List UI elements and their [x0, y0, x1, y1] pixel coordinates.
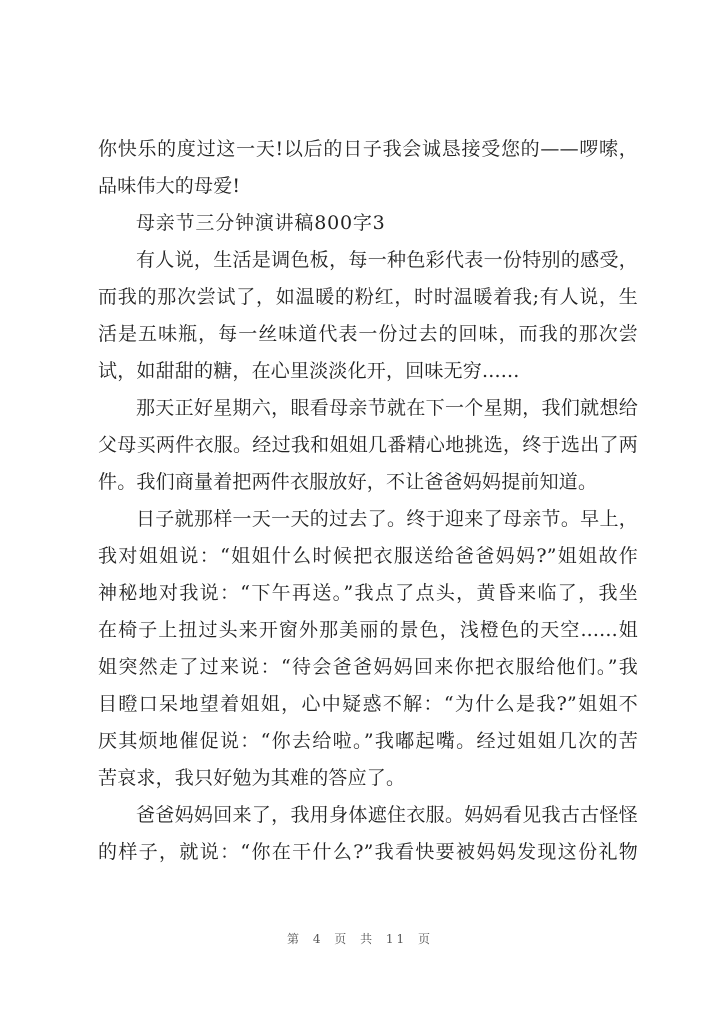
paragraph-first-line: 有人说，生活是调色板，每一种色彩代表一份特别的感受，	[136, 249, 638, 271]
text-line: 试，如甜甜的糖，在心里淡淡化开，回味无穷......	[98, 360, 520, 382]
section-heading: 母亲节三分钟演讲稿800字3	[136, 212, 386, 234]
text-line: 而我的那次尝试了，如温暖的粉红，时时温暖着我;有人说，生	[98, 286, 638, 308]
paragraph-first-line: 日子就那样一天一天的过去了。终于迎来了母亲节。早上，	[136, 508, 638, 530]
text-line: 件。我们商量着把两件衣服放好，不让爸爸妈妈提前知道。	[98, 471, 598, 493]
paragraph-first-line: 那天正好星期六，眼看母亲节就在下一个星期，我们就想给	[136, 397, 638, 419]
text-line: 你快乐的度过这一天!以后的日子我会诚恳接受您的——啰嗦，	[98, 138, 638, 160]
document-body	[98, 131, 638, 871]
text-line: 品味伟大的母爱!	[98, 175, 241, 197]
text-line: 我对姐姐说：“姐姐什么时候把衣服送给爸爸妈妈?”姐姐故作	[98, 545, 638, 567]
text-line: 在椅子上扭过头来开窗外那美丽的景色，浅橙色的天空......姐	[98, 619, 638, 641]
text-line: 活是五味瓶，每一丝味道代表一份过去的回味，而我的那次尝	[98, 323, 638, 345]
page-number-footer: 第 4 页 共 11 页	[287, 932, 433, 946]
text-line: 厌其烦地催促说：“你去给啦。”我嘟起嘴。经过姐姐几次的苦	[98, 730, 638, 752]
paragraph-first-line: 爸爸妈妈回来了，我用身体遮住衣服。妈妈看见我古古怪怪	[136, 804, 638, 826]
text-line: 父母买两件衣服。经过我和姐姐几番精心地挑选，终于选出了两	[98, 434, 638, 456]
text-line: 的样子，就说：“你在干什么?”我看快要被妈妈发现这份礼物	[98, 841, 638, 863]
text-line: 苦哀求，我只好勉为其难的答应了。	[98, 767, 406, 789]
text-line: 姐突然走了过来说：“待会爸爸妈妈回来你把衣服给他们。”我	[98, 656, 638, 678]
text-line: 目瞪口呆地望着姐姐，心中疑惑不解：“为什么是我?”姐姐不	[98, 693, 638, 715]
text-line: 神秘地对我说：“下午再送。”我点了点头，黄昏来临了，我坐	[98, 582, 638, 604]
